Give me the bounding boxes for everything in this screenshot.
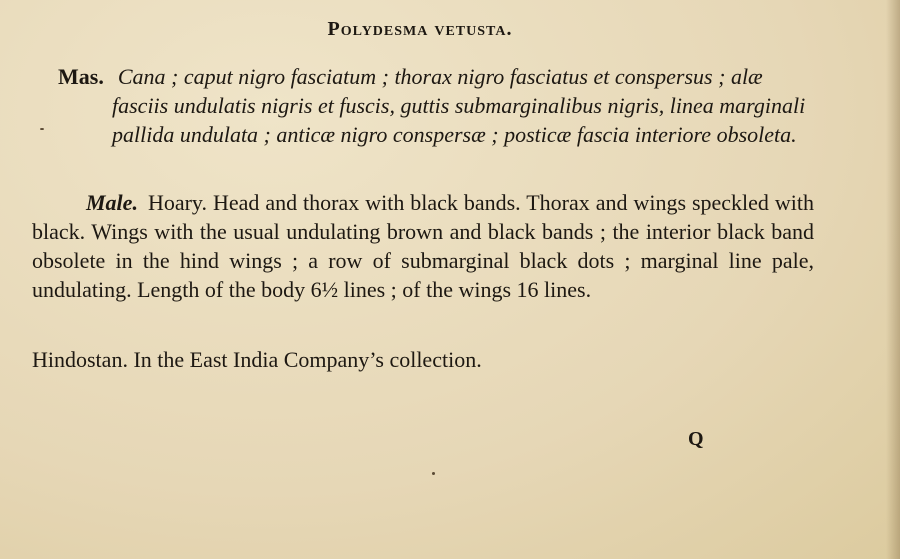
english-description: [32, 188, 814, 304]
locality-note: Hindostan. In the East India Company’s collection.: [32, 347, 482, 372]
paper-speck: [40, 128, 44, 130]
paper-speck: [432, 472, 435, 475]
latin-label: Mas.: [58, 64, 104, 89]
latin-text: Cana ; caput nigro fasciatum ; thorax nigro fasciatus et conspersus ; alæ fasciis undulatis nigris et fuscis, guttis submarginalibus nigris, linea marginali pallida undulata ; anticæ nigro conspersæ ; posticæ fascia interiore obsoleta.: [112, 64, 806, 147]
english-label: Male.: [86, 190, 138, 215]
latin-description: [58, 62, 818, 149]
species-title: Polydesma vetusta.: [327, 18, 513, 40]
english-text: Hoary. Head and thorax with black bands. Thorax and wings speckled with black. Wings with the usual undulating brown and black bands ; the interior black band obsolete in the hind wings ; a row of submarginal black dots ; marginal line pale, undulating. Length of the body 6½ lines ; of the wings 16 lines.: [32, 190, 814, 302]
signature-mark: Q: [688, 428, 704, 450]
page-edge-shadow: [886, 0, 900, 559]
